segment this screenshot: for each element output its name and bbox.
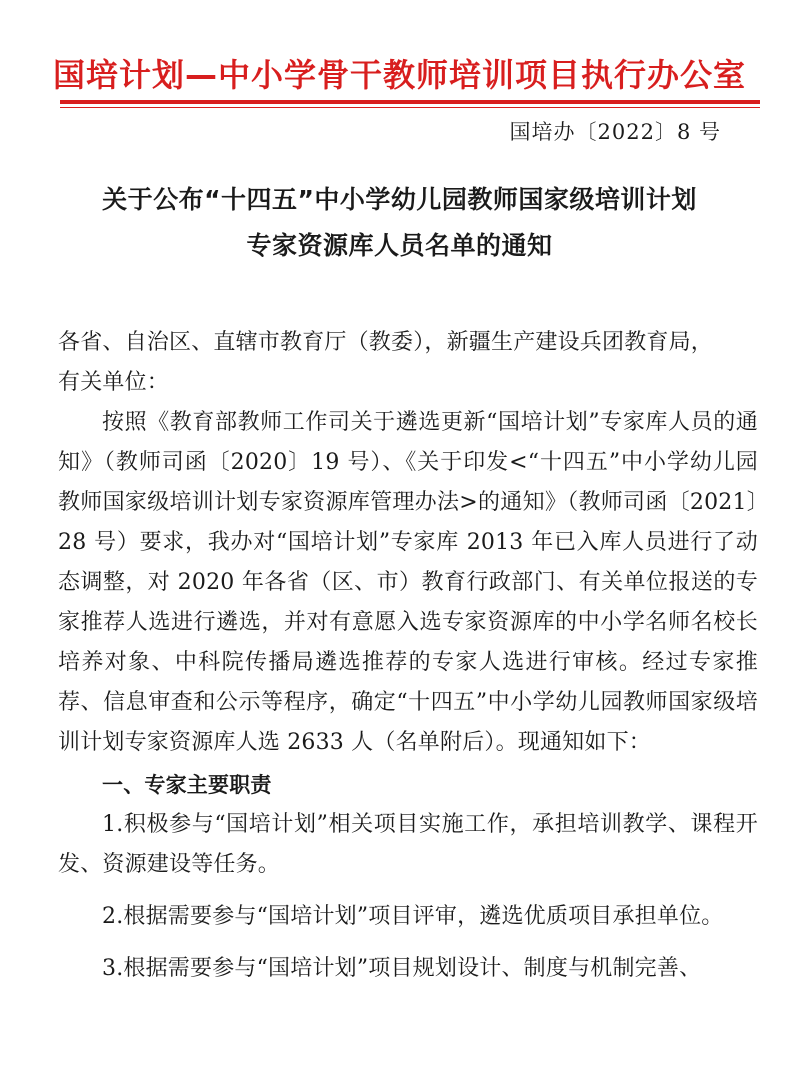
addressee-line-1: 各省、自治区、直辖市教育厅（教委），新疆生产建设兵团教育局， xyxy=(58,330,714,355)
list-item-1: 1.积极参与“国培计划”相关项目实施工作，承担培训教学、课程开发、资源建设等任务。 xyxy=(58,812,758,877)
document-title-line-1: 关于公布“十四五”中小学幼儿园教师国家级培训计划 xyxy=(102,185,697,214)
section-heading-1: 一、专家主要职责 xyxy=(102,773,272,797)
addressee-line-2: 有关单位： xyxy=(58,370,170,395)
body-paragraph-1: 按照《教育部教师工作司关于遴选更新“国培计划”专家库人员的通知》（教师司函〔2020〕19 号）、《关于印发<“十四五”中小学幼儿园教师国家级培训计划专家资源库管理办法>的通知》（教师司函〔2021〕28 号）要求，我办对“国培计划”专家库 2013 年已入库人员进行了动态调整，对 2020 年各省（区、市）教育行政部门、有关单位报送的专家推荐人选进行遴选，并对有意愿入选专家资源库的中小学名师名校长培养对象、中科院传播局遴选推荐的专家人选进行审核。经过专家推荐、信息审查和公示等程序，确定“十四五”中小学幼儿园教师国家级培训计划专家资源库人选 2633 人（名单附后）。现通知如下： xyxy=(58,410,758,755)
header-red-rule-thin xyxy=(60,107,760,108)
document-number: 国培办〔2022〕8 号 xyxy=(509,120,721,144)
org-header-title: 国培计划—中小学骨干教师培训项目执行办公室 xyxy=(52,56,746,94)
list-item-3: 3.根据需要参与“国培计划”项目规划设计、制度与机制完善、 xyxy=(102,956,702,981)
document-body xyxy=(58,323,758,989)
list-item-2: 2.根据需要参与“国培计划”项目评审，遴选优质项目承担单位。 xyxy=(102,904,724,929)
paragraph-gap xyxy=(58,885,758,897)
paragraph-gap xyxy=(58,937,758,949)
document-title-line-2: 专家资源库人员名单的通知 xyxy=(246,231,553,260)
header-red-rule-thick xyxy=(60,100,760,104)
